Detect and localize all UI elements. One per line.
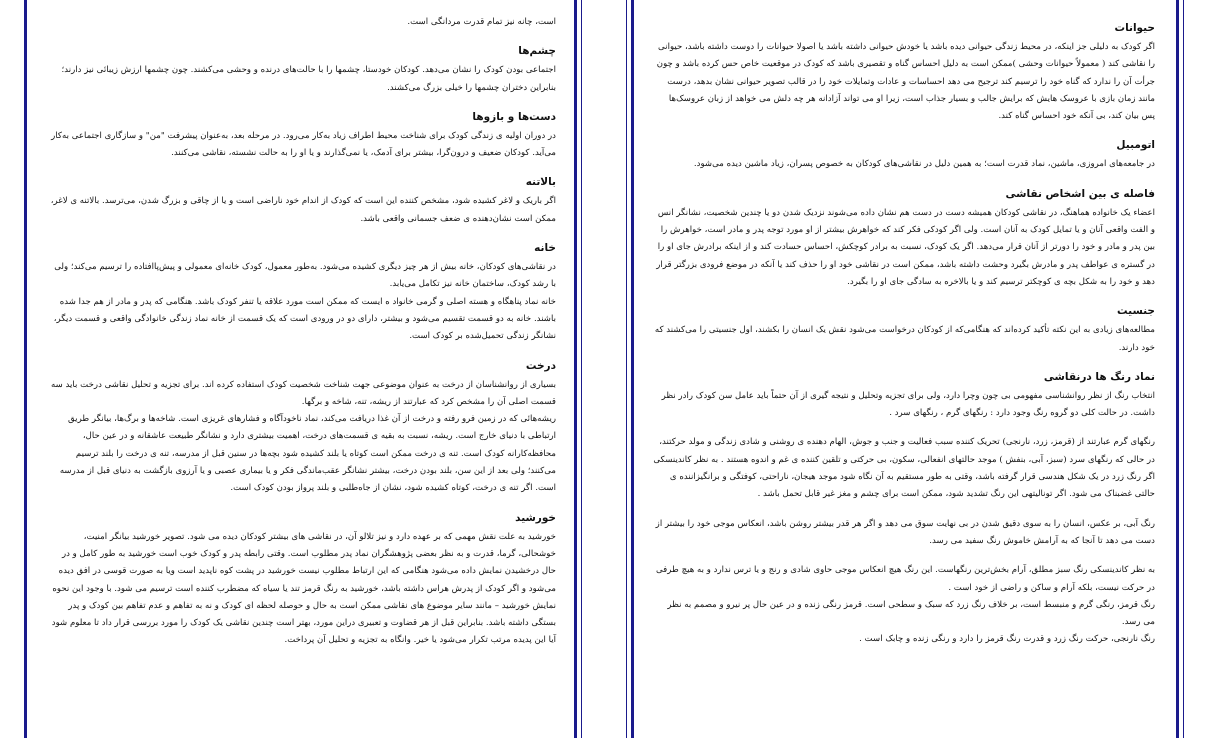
section-heading: حیوانات xyxy=(1114,22,1155,34)
left-page-border-line xyxy=(581,0,582,738)
section-heading: فاصله ی بین اشخاص نقاشی xyxy=(1005,187,1155,200)
section-paragraph: در جامعه‌های امروزی، ماشین، نماد قدرت است؛ به همین دلیل در نقاشی‌های کودکان به خصوص پسران، زیاد ماشین دیده می‌شود. xyxy=(693,159,1155,170)
section-gender xyxy=(653,303,1155,357)
section-paragraph: رنگ نارنجی، حرکت رنگ زرد و قدرت رنگ قرمز را دارد و رنگی زنده و چابک است . xyxy=(859,634,1155,645)
section-hands-arms xyxy=(48,109,556,163)
section-paragraph: اگر باریک و لاغر کشیده شود، مشخص کننده این است که کودک از اندام خود ناراضی است و یا از چاقی و بزرگ شدن، می‌ترسد. بالاتنه ی لاغر، ممکن است نشان‌دهنده ی ضعف جسمانی واقعی باشد. xyxy=(50,196,556,224)
section-heading: درخت xyxy=(525,359,556,372)
section-heading: اتومبیل xyxy=(1116,139,1155,152)
section-torso xyxy=(48,174,556,228)
section-paragraph: انتخاب رنگ از نظر روانشناسی مفهومی بی چون وچرا دارد، ولی برای تجزیه وتحلیل و نتیجه گیری از آن حتماً باید عامل سن کودک رادر نظر داشت. در حالت کلی دو گروه رنگ وجود دارد : رنگهای گرم ، رنگهای سرد . xyxy=(661,390,1155,419)
section-paragraph: رنگ قرمز، رنگی گرم و منبسط است، بر خلاف رنگ زرد که سبک و سطحی است. قرمز رنگی زنده و در عین حال پر نیرو و مصمم به نظر می رسد. xyxy=(667,599,1155,628)
paragraph-spacer xyxy=(653,422,1155,434)
section-paragraph: بسیاری از روانشناسان از درخت به عنوان موضوعی جهت شناخت شخصیت کودک استفاده کرده اند. برای تجزیه و تحلیل نقاشی درخت باید سه قسمت اصلی آن را مشخص کرد که عبارتند از ریشه، تنه، شاخه و برگها. xyxy=(50,379,556,407)
section-heading: جنسیت xyxy=(1117,305,1155,318)
section-heading: چشم‌ها xyxy=(518,45,556,58)
section-heading: خانه xyxy=(534,242,556,255)
left-page xyxy=(30,0,572,738)
paragraph-spacer xyxy=(653,550,1155,562)
section-paragraph: در دوران اولیه ی زندگی کودک برای شناخت محیط اطراف زیاد به‌کار می‌رود. در مرحله بعد، به‌عنوان پیشرفت "من" و سازگاری اجتماعی به‌کار می‌آید. کودکان ضعیف و درون‌گرا، بیشتر برای آدمک، یا نمی‌گذارند و یا او را به حالت نشسته، نقاشی می‌کنند. xyxy=(51,130,556,159)
section-car xyxy=(653,137,1155,173)
left-page-content xyxy=(48,14,556,738)
section-paragraph: اگر کودک به دلیلی جز اینکه، در محیط زندگی حیوانی دیده باشد یا خودش حیوانی داشته باشد یا اصولا حیوانات را دوست داشته باشد، حیوانی را نقاشی کند ( معمولاً حیوانات وحشی )ممکن است به دلیل احساس گناه و تقصیری باشد که کودک در موقعیت خاص حس کرده باشد و چون جرأت آن را ندارد که گناه خود را ترسیم کند ترجیح می دهد احساسات و عادات وتمایلات خود را در قالب تصویر حیوانی نشان بدهد، درست مانند زمان بازی با عروسک هایش که برایش جالب و بسیار جذاب است، زیرا او می تواند آزادانه هر چه دلش می خواهد از زبان عروسک‌ها پس بیان کند، بی آنکه خود احساس گناه کند. xyxy=(656,42,1155,122)
section-house xyxy=(48,240,556,345)
section-heading: نماد رنگ ها درنقاشی xyxy=(1043,370,1155,383)
section-paragraph: خورشید به علت نقش مهمی که بر عهده دارد و نیز تلالو آن، در نقاشی های بیشتر کودکان دیده می شود. تصویر خورشید بیانگر امنیت، خوشحالی، گرما، قدرت و به نظر بعضی پژوهشگران نماد پدر مطلوب است. وقتی رابطه پدر و کودک خوب است خورشید به طور کامل و در حال درخشیدن نمایش داده می‌شود هنگامی که این ارتباط مطلوب نیست خورشید در پشت کوه ناپدید است ویا به صورت قوسی در افق دیده می‌شود و اگر کودک از پدرش هراس داشته باشد، خورشید به رنگ قرمز تند یا سیاه که مضطرب کننده است ترسیم می شود. با وجود این نحوه نمایش خورشید – مانند سایر موضوع های نقاشی ممکن است به حال و حوصله لحظه ای کودک و نه به تفاهم و عدم تفاهم بین کودک و پدر بستگی داشته باشد. بنابراین قبل از هر قضاوت و تعبیری دراین مورد، بهتر است چندین نقاشی یک کودک را مورد بررسی قرار داد تا معلوم شود آیا این پدیده مرتب تکرار می‌شود یا خیر. وانگاه به تجزیه و تحلیل آن پرداخت. xyxy=(51,531,556,646)
section-paragraph: رنگ آبی، بر عکس، انسان را به سوی دقیق شدن در بی نهایت سوق می دهد و اگر هر قدر بیشتر روشن باشد، انعکاس موجی خود را بیشتر از دست می دهد تا آنجا که به آرامش خاموش رنگ سفید می رسد. xyxy=(655,518,1155,546)
left-page-border-inner xyxy=(574,0,577,738)
intro-section xyxy=(48,14,556,31)
right-page xyxy=(635,0,1175,738)
section-paragraph: ریشه‌هائی که در زمین فرو رفته و درخت از آن غذا دریافت می‌کند، نماد ناخودآگاه و فشارهای غریزی است. شاخه‌ها و برگ‌ها، بیانگر طریق ارتباطی با دنیای خارج است. ریشه، نسبت به بقیه ی قسمت‌های درخت، اهمیت بیشتری دارد و نشانگر طبیعت عاشقانه و در عین حال، محافظه‌کارانه کودک است. تنه ی درخت ممکن است کوتاه یا بلند کشیده شود بچه‌ها در سنین قبل از مدرسه، تنه ی درخت را بلند ترسیم می‌کنند؛ ولی بعد از این سن، بلند بودن درخت، بیشتر نشانگر عقب‌ماندگی فکر و یا بیماری عصبی و یا آرزوی بازگشت به دنیای قبل از مدرسه است. اگر تنه ی درخت، کوتاه کشیده شود، نشان از جاه‌طلبی و بلند پرواز بودن کودک است. xyxy=(59,414,556,494)
section-tree xyxy=(48,358,556,498)
section-animals xyxy=(653,20,1155,125)
section-paragraph: اجتماعی بودن کودک را نشان می‌دهد. کودکان خودستا، چشمها را با حالت‌های درنده و وحشی می‌کشند. چون چشمها ارزش زیبائی نیز دارند؛ بنابراین دختران چشمها را خیلی بزرگ می‌کشند. xyxy=(61,65,556,93)
section-sun xyxy=(48,510,556,650)
left-page-border-outer xyxy=(24,0,27,738)
right-page-content xyxy=(653,20,1155,738)
section-paragraph: در نقاشی‌های کودکان، خانه بیش از هر چیز دیگری کشیده می‌شود. به‌طور معمول، کودک خانه‌ای معمولی و پیش‌پاافتاده را ترسیم می‌کند؛ ولی با رشد کودک، ساختمان خانه نیز تکامل می‌یابد. xyxy=(54,262,556,290)
section-paragraph: رنگهای گرم عبارتند از (قرمز، زرد، نارنجی) تحریک کننده سبب فعالیت و جنب و جوش، الهام دهنده ی روشنی و شادی زندگی و مولد حرکتند، در حالی که رنگهای سرد (سبز، آبی، بنفش ) موجد حالتهای انفعالی، سکون، بی حرکتی و تلقین کننده ی غم و اندوه هستند . به نظر کاندینسکی اگر رنگ زرد در یک شکل هندسی قرار گرفته باشد، وقتی به طور مستقیم به آن نگاه شود موجد هیجان، ناراحتی، کوفتگی و برانگیزاننده ی حالتی غضبناک می شود. اگر تونالیتهی این رنگ تشدید شود، ممکن است برای چشم و مغز غیر قابل تحمل باشد . xyxy=(653,437,1155,500)
section-paragraph: به نظر کاندینسکی رنگ سبز مطلق، آرام بخش‌ترین رنگهاست. این رنگ هیچ انعکاس موجی حاوی شادی و رنج و یا ترس ندارد و به هیچ طرفی در حرکت نیست، بلکه آرام و ساکن و راضی از خود است . xyxy=(656,565,1155,593)
section-eyes xyxy=(48,43,556,97)
right-page-border-line xyxy=(626,0,627,738)
right-page-border-inner xyxy=(631,0,634,738)
section-heading: خورشید xyxy=(515,511,556,524)
section-colors xyxy=(653,369,1155,649)
section-heading: بالاتنه xyxy=(525,176,556,189)
section-paragraph: اعضاء یک خانواده هماهنگ، در نقاشی کودکان همیشه دست در دست هم نشان داده می‌شوند نزدیک شدن دو یا چندین شخصیت، نشانگر انس و الفت واقعی آنان و یا تمایل کودک به آنان است. ولی اگر کودکی فکر کند که خواهرش بیشتر از او مورد توجه پدر و مادر است، خواهرش را بین پدر و مادر و خود را دورتر از آنان قرار می‌دهد. اگر یک کودک، نسبت به برادر کوچکش، احساس حسادت کند و از اینکه برادرش جای او را در گستره ی عواطف پدر و مادرش بگیرد وحشت داشته باشد، ممکن است در نقاشی خود او را حذف کند یا آنکه در موضع فرودی بزرگتر قرار دهد و خود را به شکل بچه ی کوچکتر ترسیم کند و یا بالاخره به سادگی جای او را بگیرد. xyxy=(656,207,1155,287)
intro-text: است، چانه نیز تمام قدرت مردانگی است. xyxy=(407,17,556,27)
right-page-border-edge xyxy=(1183,0,1184,738)
paragraph-spacer xyxy=(653,504,1155,516)
section-heading: دست‌ها و بازوها xyxy=(472,110,556,123)
section-distance xyxy=(653,186,1155,291)
right-page-border-outer xyxy=(1176,0,1179,738)
section-paragraph: خانه نماد پناهگاه و هسته اصلی و گرمی خانواد ه ایست که ممکن است مورد علاقه یا تنفر کودک باشد. هنگامی که پدر و مادر از هم جدا شده باشند. خانه به دو قسمت تقسیم می‌شود و بیشتر، دارای دو در ورودی است که یک قسمت از خانه نماد زندگی خانوادگی واقعی و قسمت دیگر، نشانگر زندگی تحمیل‌شده بر کودک است. xyxy=(53,296,556,342)
section-paragraph: مطالعه‌های زیادی به این نکته تأکید کرده‌اند که هنگامی‌که از کودکان درخواست می‌شود نقش یک انسان را بکشند، اول جنسیتی را می‌کشند که خود دارند. xyxy=(654,325,1155,353)
